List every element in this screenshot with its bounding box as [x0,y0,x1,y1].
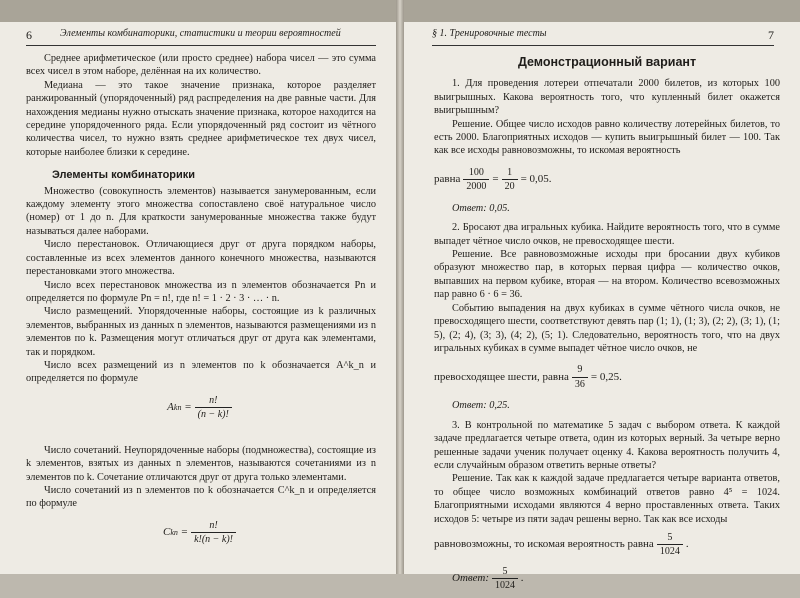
left-page-body [26,52,376,555]
paragraph-all-permutations: Число всех перестановок множества из n элементов обозначается Pn и определяется по формуле Pn = n!, где n! = 1 · 2 · 3 · … · n. [26,279,376,304]
paragraph-median: Медиана — это такое значение признака, которое разделяет ранжированный (упорядоченный) ряд распределения на две равные части. Для нахождения медианы нужно отыскать значение признака, которое находится на середине упорядоченного ряда. Если упорядоченный ряд состоит из чётного количества чисел, то нужно взять среднее арифметическое тех двух чисел, которые наиболее близки к середине. [26,79,376,158]
book-gutter [396,0,404,574]
right-page [404,22,800,592]
q1-calc-suffix: = 0,05. [520,173,552,186]
q3-fraction-numerator: 5 [657,531,683,545]
paragraph-mean: Среднее арифметическое (или просто среднее) набора чисел — это сумма всех чисел в этом наборе, делённая на их количество. [26,53,376,78]
formula-arrangements-lhs: A [167,401,174,414]
q1-fraction-2-denominator: 20 [504,181,515,193]
formula-combinations-denominator: k!(n − k)! [194,534,234,546]
paragraph-all-arrangements: Число всех размещений из n элементов по k обозначается A^k_n и определяется по формуле [26,359,376,385]
formula-arrangements-numerator: n! [195,394,232,408]
formula-combinations-fraction [191,519,236,547]
q1-fraction-2-numerator: 1 [502,166,518,180]
question-2-answer: Ответ: 0,25. [452,400,510,412]
right-page-number: 7 [768,28,774,42]
q2-fraction [572,363,588,391]
left-page [0,22,396,574]
q3-answer-numerator: 5 [492,565,518,579]
heading-combinatorics: Элементы комбинаторики [52,169,196,182]
question-2-solution: Решение. Все равновозможные исходы при бросании двух кубиков образуют множество пар, в которых первая цифра — количество очков, выпавших на первом кубике, вторая — на втором. Количество всевозможных пар равно 6 · 6 = 36. [434,249,780,301]
question-2-events: Событию выпадения на двух кубиках в сумме чётного числа очков, не превосходящего шести, соответствуют девять пар (1; 1), (1; 3), (2; 2), (3; 1), (1; 5), (2; 4), (3; 3), (4; 2), (5; 1). Следовательно, вероятность того, что на двух игральных кубиках в сумме выпадет чётное число очков, не [434,302,780,354]
q1-fraction-2 [502,166,518,194]
q3-answer-denominator: 1024 [495,580,516,592]
right-header-title: § 1. Тренировочные тесты [432,28,547,39]
right-running-header [432,28,774,46]
formula-combinations: C k n = $\frac{n!}{k!(n - k)!}$ [26,515,376,551]
formula-arrangements-fraction [195,394,232,422]
q3-calc-prefix: равновозможны, то искомая вероятность равна [434,538,654,551]
q2-fraction-denominator: 36 [574,378,585,390]
q1-calc-prefix: равна [434,173,461,186]
formula-combinations-lhs: C [162,526,171,539]
q1-fraction-1-denominator: 2000 [466,181,487,193]
question-3-solution: Решение. Так как к каждой задаче предлагается четыре варианта ответов, то общее число возможных комбинаций ответов равно 4⁵ = 1024. Благоприятными исходами являются 4 верно проставленных ответа. Таких исходов 5: четыре из пяти задач решены верно. Так как все исходы [434,473,780,525]
question-1-answer: Ответ: 0,05. [452,202,510,214]
paragraph-combinations: Число сочетаний. Неупорядоченные наборы (подмножества), состоящие из k элементов, взятых из данных n элементов, называются сочетаниями из n элементов по k. Сочетание отличаются друг от друга только элементами. [26,444,376,483]
question-1-solution: Решение. Общее число исходов равно количеству лотерейных билетов, то есть 2000. Благоприятных исходов — купить выигрышный билет — 100. Так как все исходы равновозможны, то искомая вероятность [434,118,780,157]
q3-fraction [657,531,683,559]
question-2-calculation [434,359,780,395]
question-3-answer: Ответ: $\frac{5}{1024}$ . [452,566,524,592]
formula-combinations-numerator: n! [191,519,236,533]
q3-answer-prefix: Ответ: [452,572,490,585]
q2-calc-prefix: превосходящее шести, равна [434,370,569,383]
q2-calc-suffix: = 0,25. [590,370,622,383]
formula-arrangements-denominator: (n − k)! [197,409,229,421]
q1-fraction-1 [463,166,489,194]
question-3-calculation: равновозможны, то искомая вероятность равна $\frac{5}{1024}$ . [434,532,689,558]
left-page-number: 6 [26,28,32,42]
q2-fraction-numerator: 9 [572,363,588,377]
question-2: 2. Бросают два игральных кубика. Найдите вероятность того, что в сумме выпадет чётное число очков, не превосходящее шести. [434,222,780,247]
right-page-body [434,52,780,598]
paragraph-all-combinations: Число сочетаний из n элементов по k обозначается C^k_n и определяется по формуле [26,484,376,510]
left-header-title: Элементы комбинаторики, статистики и теории вероятностей [60,28,341,39]
paragraph-arrangements: Число размещений. Упорядоченные наборы, состоящие из k различных элементов, выбранных из данных n элементов, называются размещениями из n элементов по k. Размещения могут отличаться друг от друга как элементами, так и порядком. [26,306,376,358]
paragraph-set: Множество (совокупность элементов) называется занумерованным, если каждому элементу этого множества сопоставлено своё натуральное число (номер) от 1 до n. Для краткости занумерованные множества также будут называться далее наборами. [26,185,376,237]
left-running-header [26,28,376,46]
q1-fraction-1-numerator: 100 [463,166,489,180]
demo-variant-title: Демонстрационный вариант [517,55,697,69]
q3-fraction-denominator: 1024 [659,546,680,558]
q3-answer-fraction [492,565,518,593]
paragraph-permutations: Число перестановок. Отличающиеся друг от друга порядком наборы, составленные из всех элементов данного конечного множества, называются перестановками этого множества. [26,239,376,278]
question-3: 3. В контрольной по математике 5 задач с выбором ответа. К каждой задаче предлагается четыре ответа, один из которых верный. За четыре верно решенные задачи ученик получает оценку 4. Какова вероятность получить 4, если случайным образом ответить верные ответы? [434,419,780,471]
question-1-calculation: равна $\frac{100}{2000}$ = $\frac{1}{20}$ = 0,05. [434,166,552,193]
question-1: 1. Для проведения лотереи отпечатали 2000 билетов, из которых 100 выигрышных. Какова вероятность того, что купленный билет окажется выигрышным? [434,78,780,117]
formula-arrangements: A k n = $\frac{n!}{(n - k)!}$ [26,390,376,426]
